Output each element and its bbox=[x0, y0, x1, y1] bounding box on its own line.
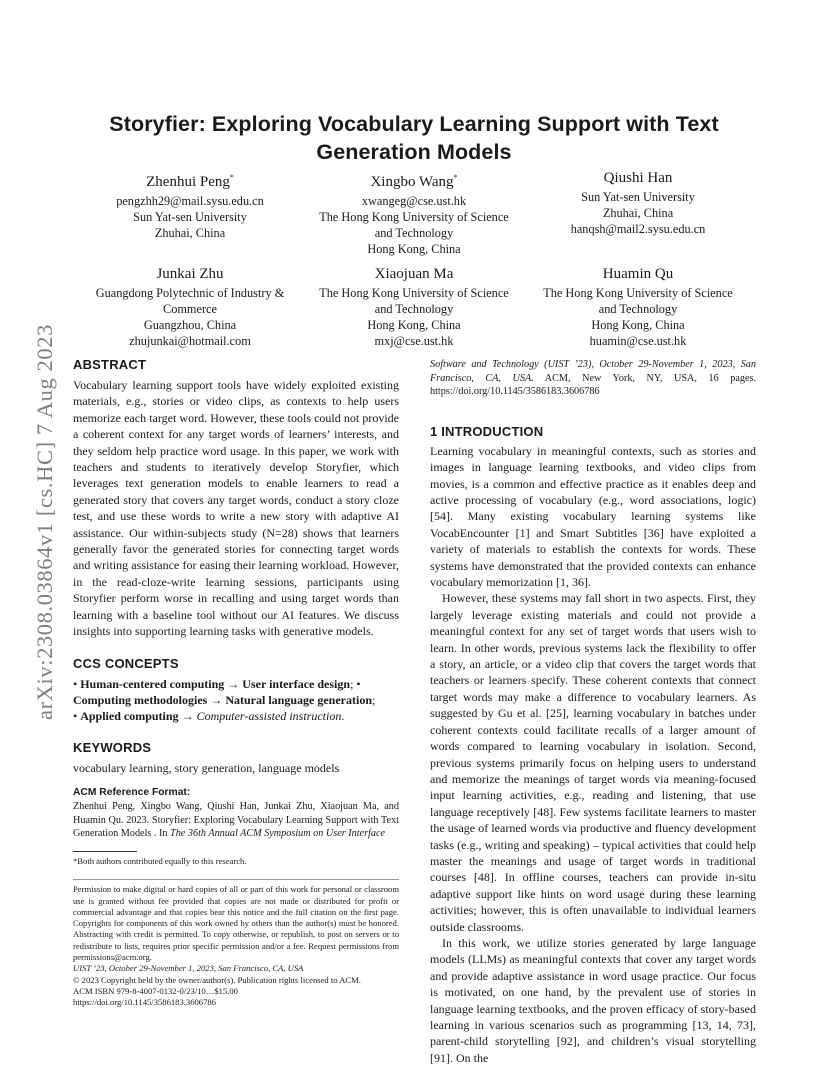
introduction-heading: 1 INTRODUCTION bbox=[430, 423, 544, 439]
author-name: Qiushi Han bbox=[603, 170, 673, 186]
author-block-5 bbox=[306, 264, 522, 349]
ccs-concepts: • Human-centered computing → User interface design; • Computing methodologies → Natural language generation; • Applied computing → Computer-assisted instruction. bbox=[73, 676, 376, 724]
author-block-3 bbox=[530, 168, 746, 237]
title-line-1: Storyfier: Exploring Vocabulary Learning Support with Text bbox=[109, 112, 719, 136]
author-affiliation: Sun Yat-sen University bbox=[133, 210, 247, 224]
author-location: Guangzhou, China bbox=[143, 318, 237, 332]
isbn-line: ACM ISBN 979-8-4007-0132-0/23/10…$15.00 bbox=[73, 985, 238, 996]
ccs-bullet: • bbox=[73, 676, 78, 691]
author-name: Huamin Qu bbox=[602, 266, 674, 282]
abstract-text: Vocabulary learning support tools have widely exploited existing materials, e.g., stories or video clips, as contexts to help users memorize each target word. However, these tools could not provide a coherent context for any target words of learners’ interests, and they seldom help practice word usage. In this paper, we work with teachers and students to iteratively develop Storyfier, which leverages text generation models to enable learners to read a generated story that covers any target words, conduct a story cloze test, and use these words to write a new story with adaptive AI assistance. Our within-subjects study (N=28) shows that learners generally favor the generated stories for connecting target words and writing assistance for easing their learning workload. However, in the read-cloze-write learning sessions, participants using Storyfier perform worse in recalling and using target words than learning with a baseline tool without our AI features. We discuss insights into supporting learning tasks with generative models. bbox=[73, 378, 399, 639]
author-email[interactable]: mxj@cse.ust.hk bbox=[374, 334, 454, 348]
ccs-concept-3: Applied computing bbox=[80, 709, 179, 724]
author-block-4 bbox=[82, 264, 298, 349]
author-location: Hong Kong, China bbox=[591, 318, 685, 332]
author-affiliation-cont: Commerce bbox=[163, 302, 217, 316]
ccs-bullet: • bbox=[356, 676, 361, 691]
author-block-6 bbox=[530, 264, 746, 349]
footnote-rule bbox=[73, 851, 137, 852]
author-block-1 bbox=[82, 168, 298, 241]
abstract-heading: ABSTRACT bbox=[73, 357, 147, 372]
author-name: Junkai Zhu bbox=[156, 266, 224, 282]
permission-notice: Permission to make digital or hard copies of all or part of this work for personal or classroom use is granted without fee provided that copies are not made or distributed for profit or commercial advantage and that copies bear this notice and the full citation on the first page. Copyrights for components of this work owned by others than the author(s) must be honored. Abstracting with credit is permitted. To copy otherwise, or republish, to post on servers or to redistribute to lists, requires prior specific permission and/or a fee. Request permissions from permissions@acm.org. bbox=[73, 884, 399, 962]
author-affiliation: The Hong Kong University of Science bbox=[543, 286, 733, 300]
footnote-equal-contribution: *Both authors contributed equally to this research. bbox=[73, 855, 247, 866]
author-name: Zhenhui Peng bbox=[146, 174, 230, 190]
arxiv-stamp[interactable]: arXiv:2308.03864v1 [cs.HC] 7 Aug 2023 bbox=[32, 324, 57, 720]
ccs-separator: ; bbox=[350, 676, 354, 691]
equal-contribution-mark: * bbox=[229, 173, 234, 182]
ccs-concept-1: Human-centered computing → User interface design bbox=[80, 676, 351, 691]
doi-line[interactable]: https://doi.org/10.1145/3586183.3606786 bbox=[73, 997, 216, 1008]
ccs-bullet: • bbox=[73, 709, 78, 724]
ccs-concept-3-sub: Computer-assisted instruction bbox=[196, 709, 342, 724]
ccs-separator: ; bbox=[372, 692, 376, 707]
author-location: Hong Kong, China bbox=[367, 318, 461, 332]
author-affiliation: The Hong Kong University of Science bbox=[319, 286, 509, 300]
acm-ref-continuation bbox=[430, 358, 756, 399]
right-column bbox=[430, 358, 756, 1066]
author-affiliation: The Hong Kong University of Science bbox=[319, 210, 509, 224]
ccs-heading: CCS CONCEPTS bbox=[73, 655, 179, 671]
author-name: Xingbo Wang bbox=[370, 174, 454, 190]
left-column bbox=[73, 356, 399, 1008]
author-name: Xiaojuan Ma bbox=[374, 266, 454, 282]
ccs-arrow: → bbox=[181, 709, 194, 724]
author-affiliation-cont: and Technology bbox=[374, 226, 454, 240]
keywords-text: vocabulary learning, story generation, language models bbox=[73, 760, 340, 775]
author-email[interactable]: zhujunkai@hotmail.com bbox=[129, 334, 251, 348]
equal-contribution-mark: * bbox=[453, 173, 458, 182]
acm-ref-venue-start: The 36th Annual ACM Symposium on User Interface bbox=[170, 828, 386, 840]
author-email[interactable]: xwangeg@cse.ust.hk bbox=[361, 194, 467, 208]
permission-rule bbox=[73, 879, 399, 880]
paper-title bbox=[60, 110, 768, 166]
author-block-2 bbox=[306, 168, 522, 257]
author-location: Zhuhai, China bbox=[602, 206, 674, 220]
author-affiliation: Guangdong Polytechnic of Industry & bbox=[95, 286, 285, 300]
keywords-heading: KEYWORDS bbox=[73, 739, 152, 755]
author-email[interactable]: pengzhh29@mail.sysu.edu.cn bbox=[116, 194, 264, 208]
conference-line: UIST ’23, October 29-November 1, 2023, San Francisco, CA, USA bbox=[73, 963, 304, 974]
title-line-2: Generation Models bbox=[316, 140, 512, 164]
ccs-concept-2: Computing methodologies → Natural language generation bbox=[73, 692, 373, 707]
acm-ref-venue-end: Software and Technology (UIST ’23), October 29-November 1, 2023, San Francisco, CA, USA. bbox=[430, 359, 756, 384]
acm-ref-heading: ACM Reference Format: bbox=[73, 787, 191, 799]
intro-paragraph-2: However, these systems may fall short in two aspects. First, they largely leverage existing materials and could not provide a meaningful context for any set of target words that users wish to learn. In other words, previous systems lack the flexibility to offer a story, an article, or a video clip that covers the target words that teachers or learners specify. These coherent contexts that connect target words may make a difference to vocabulary learners. As suggested by Gu et al. [25], learning vocabulary in batches under coherent contexts could facilitate recalls of a larger amount of words compared to learning vocabulary in isolation. Second, previous systems primarily focus on helping users to understand and memorize the meanings of target words via meaning-focused input learning activities, e.g., reading and listening, that use language receptively [48]. Few systems facilitate learners to master the usage of learned words via productive and fluency development tasks (e.g., writing and speaking) – typical activities that could help master the meanings and usage of target words in traditional courses [48]. In offline courses, teachers can provide in-situ adaptive support like hints on word usage during these learning activities; however, this is often unavailable to individual learners outside classrooms. bbox=[430, 591, 756, 934]
intro-paragraph-3: In this work, we utilize stories generated by large language models (LLMs) as meaningful contexts that cover any target words and provide adaptive assistance in word usage practice. Our focus is motivated, on one hand, by the prevalent use of stories in language learning textbooks, and the proven efficacy of story-based learning in various scenarios such as programming [13, 14, 73], parent-child storytelling [92], and children’s visual storytelling [91]. On the bbox=[430, 935, 756, 1065]
author-affiliation-cont: and Technology bbox=[374, 302, 454, 316]
author-email[interactable]: huamin@cse.ust.hk bbox=[589, 334, 687, 348]
acm-ref-tail: ACM, New York, NY, USA, 16 pages. https://doi.org/10.1145/3586183.3606786 bbox=[430, 372, 757, 398]
author-affiliation: Sun Yat-sen University bbox=[581, 190, 695, 204]
author-location: Hong Kong, China bbox=[367, 242, 461, 256]
acm-ref-citation: Zhenhui Peng, Xingbo Wang, Qiushi Han, Junkai Zhu, Xiaojuan Ma, and Huamin Qu. 2023. Storyfier: Exploring Vocabulary Learning Support with Text Generation Models . In bbox=[73, 801, 399, 840]
author-email[interactable]: hanqsh@mail2.sysu.edu.cn bbox=[570, 222, 706, 236]
copyright-line: © 2023 Copyright held by the owner/author(s). Publication rights licensed to ACM. bbox=[73, 974, 361, 985]
author-location: Zhuhai, China bbox=[154, 226, 226, 240]
acm-ref-text bbox=[73, 800, 399, 841]
author-affiliation-cont: and Technology bbox=[598, 302, 678, 316]
intro-paragraph-1: Learning vocabulary in meaningful contexts, such as stories and images in language learning textbooks, and video clips from movies, is a common and effective practice as it enables deep and active processing of vocabulary (e.g., word associations, logic) [54]. Many existing vocabulary learning systems like VocabEncounter [1] and Smart Subtitles [36] have exploited a variety of materials to establish the contexts for words. These systems have demonstrated that the provided contexts can enhance vocabulary memorization [1, 36]. bbox=[430, 443, 756, 590]
